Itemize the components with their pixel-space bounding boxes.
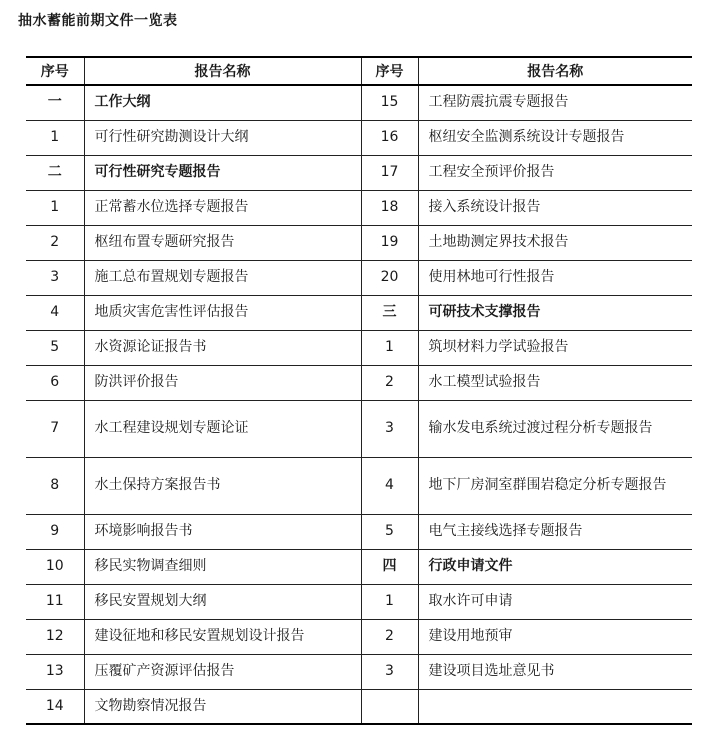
- right-report-name-cell: 建设用地预审: [418, 619, 692, 654]
- left-report-name-cell: 水土保持方案报告书: [84, 457, 361, 514]
- left-report-name-cell: 枢纽布置专题研究报告: [84, 225, 361, 260]
- document-title: 抽水蓄能前期文件一览表: [18, 13, 178, 29]
- left-seq-cell: 二: [26, 155, 84, 190]
- left-seq-cell: 一: [26, 85, 84, 120]
- right-seq-cell: 四: [361, 549, 418, 584]
- right-seq-cell: 5: [361, 514, 418, 549]
- right-seq-cell: 17: [361, 155, 418, 190]
- left-seq-cell: 6: [26, 365, 84, 400]
- right-report-name-cell: 取水许可申请: [418, 584, 692, 619]
- header-seq-left: 序号: [26, 57, 84, 85]
- right-report-name-cell: 电气主接线选择专题报告: [418, 514, 692, 549]
- table-body: [26, 85, 692, 724]
- table-row: [26, 330, 692, 365]
- left-seq-cell: 13: [26, 654, 84, 689]
- table-row: [26, 155, 692, 190]
- right-report-name-cell: 可研技术支撑报告: [418, 295, 692, 330]
- left-report-name-cell: 施工总布置规划专题报告: [84, 260, 361, 295]
- right-report-name-cell: 工程防震抗震专题报告: [418, 85, 692, 120]
- left-report-name-cell: 可行性研究勘测设计大纲: [84, 120, 361, 155]
- table-row: [26, 260, 692, 295]
- right-report-name-cell: 使用林地可行性报告: [418, 260, 692, 295]
- header-seq-right: 序号: [361, 57, 418, 85]
- left-report-name-cell: 环境影响报告书: [84, 514, 361, 549]
- left-seq-cell: 10: [26, 549, 84, 584]
- table-row: [26, 295, 692, 330]
- left-report-name-cell: 正常蓄水位选择专题报告: [84, 190, 361, 225]
- right-report-name-cell: 水工模型试验报告: [418, 365, 692, 400]
- table-row: [26, 689, 692, 724]
- left-seq-cell: 5: [26, 330, 84, 365]
- right-report-name-cell: 接入系统设计报告: [418, 190, 692, 225]
- table-row: [26, 654, 692, 689]
- left-report-name-cell: 文物勘察情况报告: [84, 689, 361, 724]
- left-seq-cell: 1: [26, 120, 84, 155]
- right-seq-cell: 3: [361, 654, 418, 689]
- left-report-name-cell: 可行性研究专题报告: [84, 155, 361, 190]
- left-report-name-cell: 工作大纲: [84, 85, 361, 120]
- left-seq-cell: 2: [26, 225, 84, 260]
- left-report-name-cell: 移民实物调查细则: [84, 549, 361, 584]
- report-table: [26, 56, 692, 725]
- right-seq-cell: 2: [361, 365, 418, 400]
- left-report-name-cell: 压覆矿产资源评估报告: [84, 654, 361, 689]
- right-report-name-cell: 输水发电系统过渡过程分析专题报告: [418, 400, 692, 457]
- right-seq-cell: [361, 689, 418, 724]
- left-seq-cell: 8: [26, 457, 84, 514]
- header-name-left: 报告名称: [84, 57, 361, 85]
- right-report-name-cell: 筑坝材料力学试验报告: [418, 330, 692, 365]
- table-row: [26, 400, 692, 457]
- right-report-name-cell: 枢纽安全监测系统设计专题报告: [418, 120, 692, 155]
- table-row: [26, 85, 692, 120]
- right-report-name-cell: 建设项目选址意见书: [418, 654, 692, 689]
- table-row: [26, 549, 692, 584]
- table-row: [26, 120, 692, 155]
- left-seq-cell: 7: [26, 400, 84, 457]
- right-report-name-cell: 地下厂房洞室群围岩稳定分析专题报告: [418, 457, 692, 514]
- right-seq-cell: 18: [361, 190, 418, 225]
- table-row: [26, 365, 692, 400]
- left-report-name-cell: 水资源论证报告书: [84, 330, 361, 365]
- right-seq-cell: 4: [361, 457, 418, 514]
- left-report-name-cell: 移民安置规划大纲: [84, 584, 361, 619]
- right-seq-cell: 三: [361, 295, 418, 330]
- table-row: [26, 457, 692, 514]
- right-report-name-cell: 土地勘测定界技术报告: [418, 225, 692, 260]
- left-report-name-cell: 防洪评价报告: [84, 365, 361, 400]
- left-seq-cell: 14: [26, 689, 84, 724]
- right-seq-cell: 16: [361, 120, 418, 155]
- right-seq-cell: 19: [361, 225, 418, 260]
- left-seq-cell: 4: [26, 295, 84, 330]
- right-seq-cell: 20: [361, 260, 418, 295]
- right-seq-cell: 1: [361, 330, 418, 365]
- left-seq-cell: 12: [26, 619, 84, 654]
- right-report-name-cell: 行政申请文件: [418, 549, 692, 584]
- table-row: [26, 584, 692, 619]
- left-report-name-cell: 建设征地和移民安置规划设计报告: [84, 619, 361, 654]
- right-seq-cell: 2: [361, 619, 418, 654]
- table-row: [26, 514, 692, 549]
- table-row: [26, 619, 692, 654]
- left-seq-cell: 11: [26, 584, 84, 619]
- table-row: [26, 190, 692, 225]
- left-report-name-cell: 水工程建设规划专题论证: [84, 400, 361, 457]
- left-seq-cell: 3: [26, 260, 84, 295]
- left-seq-cell: 9: [26, 514, 84, 549]
- right-report-name-cell: [418, 689, 692, 724]
- right-seq-cell: 15: [361, 85, 418, 120]
- right-seq-cell: 3: [361, 400, 418, 457]
- header-name-right: 报告名称: [418, 57, 692, 85]
- left-seq-cell: 1: [26, 190, 84, 225]
- table-row: [26, 225, 692, 260]
- left-report-name-cell: 地质灾害危害性评估报告: [84, 295, 361, 330]
- table-header-row: [26, 57, 692, 85]
- right-seq-cell: 1: [361, 584, 418, 619]
- right-report-name-cell: 工程安全预评价报告: [418, 155, 692, 190]
